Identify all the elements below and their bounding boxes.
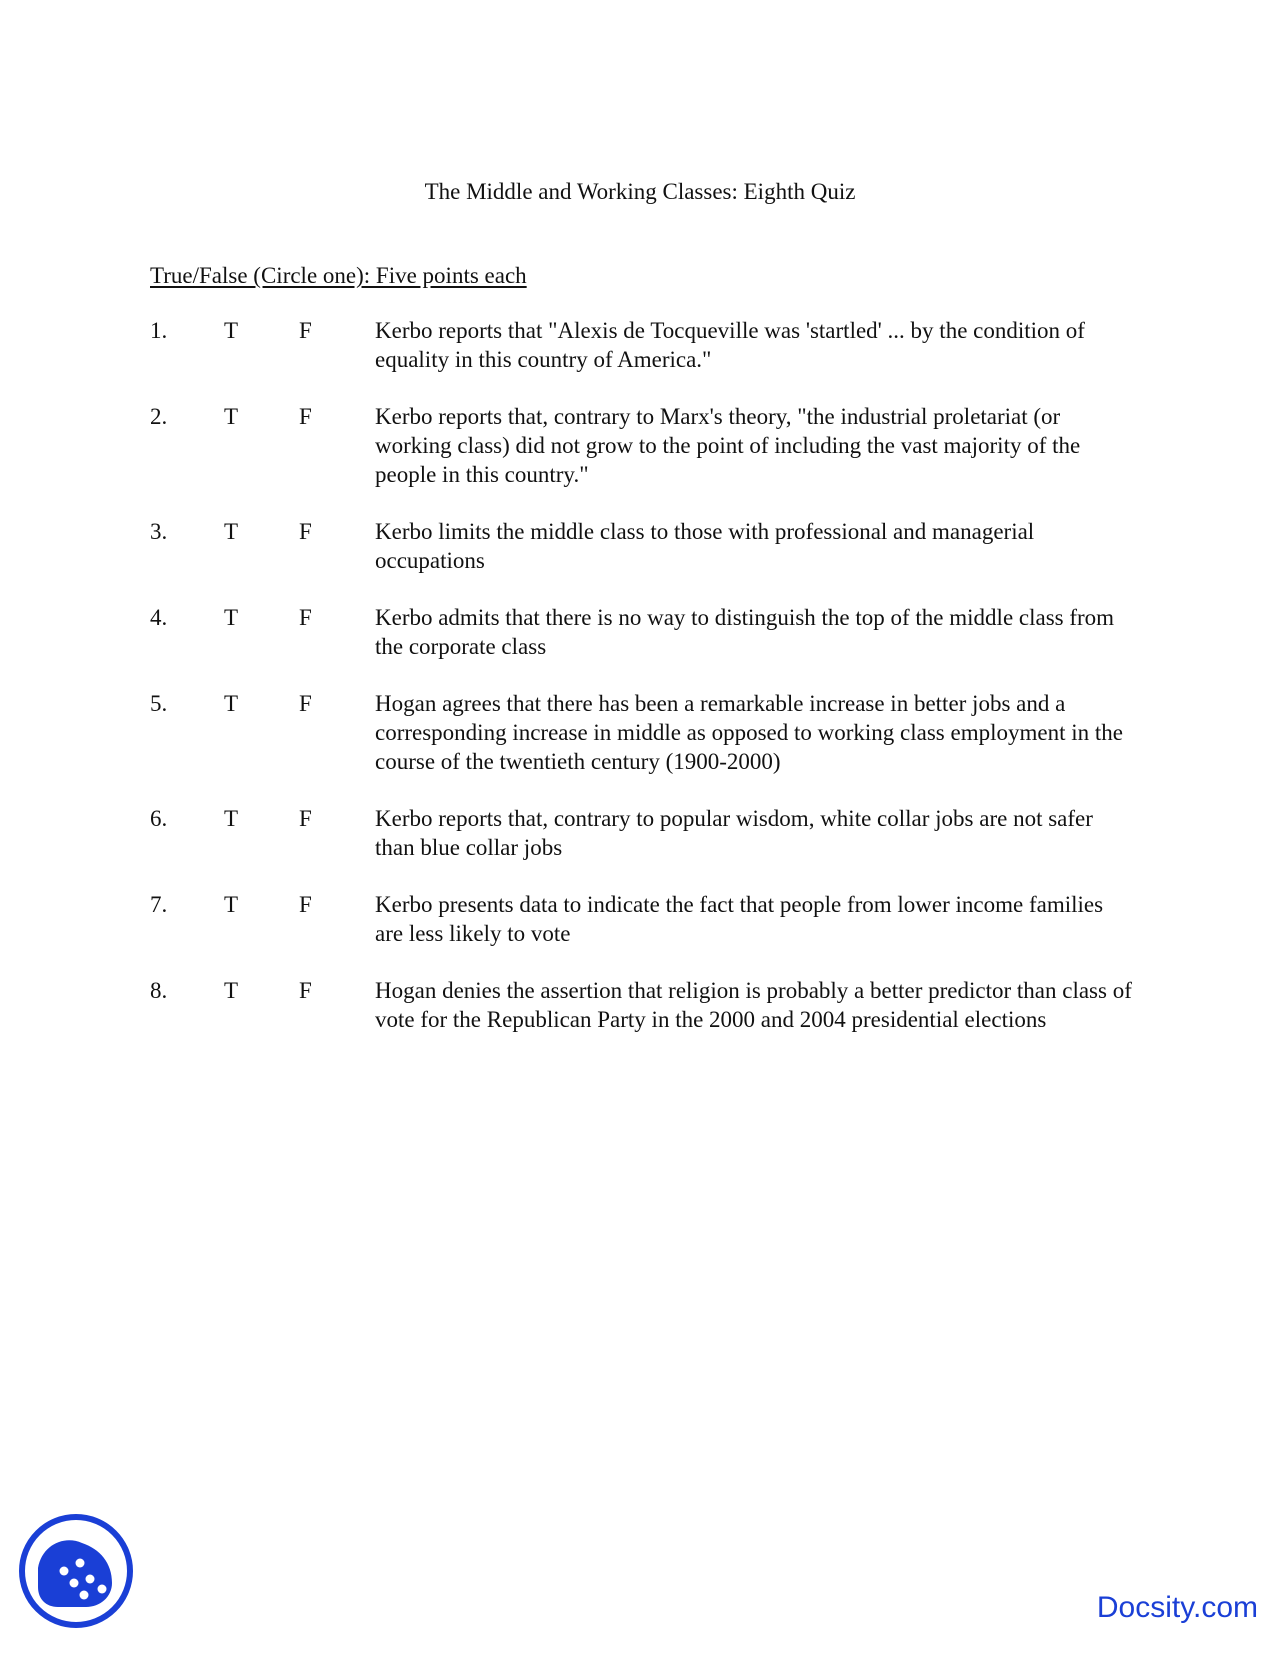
question-text: Kerbo limits the middle class to those with professional and managerial occupations (375, 519, 1035, 573)
false-option[interactable]: F (299, 978, 312, 1003)
question-number: 2. (150, 404, 168, 429)
false-option[interactable]: F (299, 404, 312, 429)
true-option[interactable]: T (224, 691, 239, 716)
docsity-watermark[interactable]: Docsity.com (1096, 1591, 1258, 1624)
question-text: Kerbo presents data to indicate the fact that people from lower income families are less likely to vote (375, 892, 1104, 946)
question-text: Kerbo admits that there is no way to distinguish the top of the middle class from the corporate class (375, 605, 1115, 659)
false-option[interactable]: F (299, 892, 312, 917)
true-option[interactable]: T (224, 605, 239, 630)
instructions: True/False (Circle one): Five points each (150, 263, 527, 288)
question-number: 4. (150, 605, 168, 630)
true-option[interactable]: T (224, 519, 239, 544)
question-number: 7. (150, 892, 168, 917)
question-text: Kerbo reports that, contrary to Marx's theory, "the industrial proletariat (or working class) did not grow to the point of including the vast majority of the people in this country." (375, 404, 1081, 487)
question-number: 1. (150, 318, 168, 343)
true-option[interactable]: T (224, 404, 239, 429)
false-option[interactable]: F (299, 691, 312, 716)
quiz-title: The Middle and Working Classes: Eighth Quiz (424, 179, 856, 204)
true-option[interactable]: T (224, 318, 239, 343)
question-number: 5. (150, 691, 168, 716)
true-option[interactable]: T (224, 806, 239, 831)
question-text: Kerbo reports that, contrary to popular wisdom, white collar jobs are not safer than blue collar jobs (375, 806, 1093, 860)
docsity-logo-icon (18, 1513, 134, 1629)
false-option[interactable]: F (299, 519, 312, 544)
question-text: Hogan denies the assertion that religion is probably a better predictor than class of vote for the Republican Party in the 2000 and 2004 presidential elections (375, 978, 1132, 1032)
question-text: Kerbo reports that "Alexis de Tocqueville was 'startled' ... by the condition of equality in this country of America." (375, 318, 1085, 372)
true-option[interactable]: T (224, 978, 239, 1003)
question-number: 6. (150, 806, 168, 831)
false-option[interactable]: F (299, 605, 312, 630)
true-option[interactable]: T (224, 892, 239, 917)
false-option[interactable]: F (299, 806, 312, 831)
question-number: 8. (150, 978, 168, 1003)
question-text: Hogan agrees that there has been a remarkable increase in better jobs and a corresponding increase in middle as opposed to working class employment in the course of the twentieth century (1900-2000) (375, 691, 1123, 774)
false-option[interactable]: F (299, 318, 312, 343)
question-number: 3. (150, 519, 168, 544)
